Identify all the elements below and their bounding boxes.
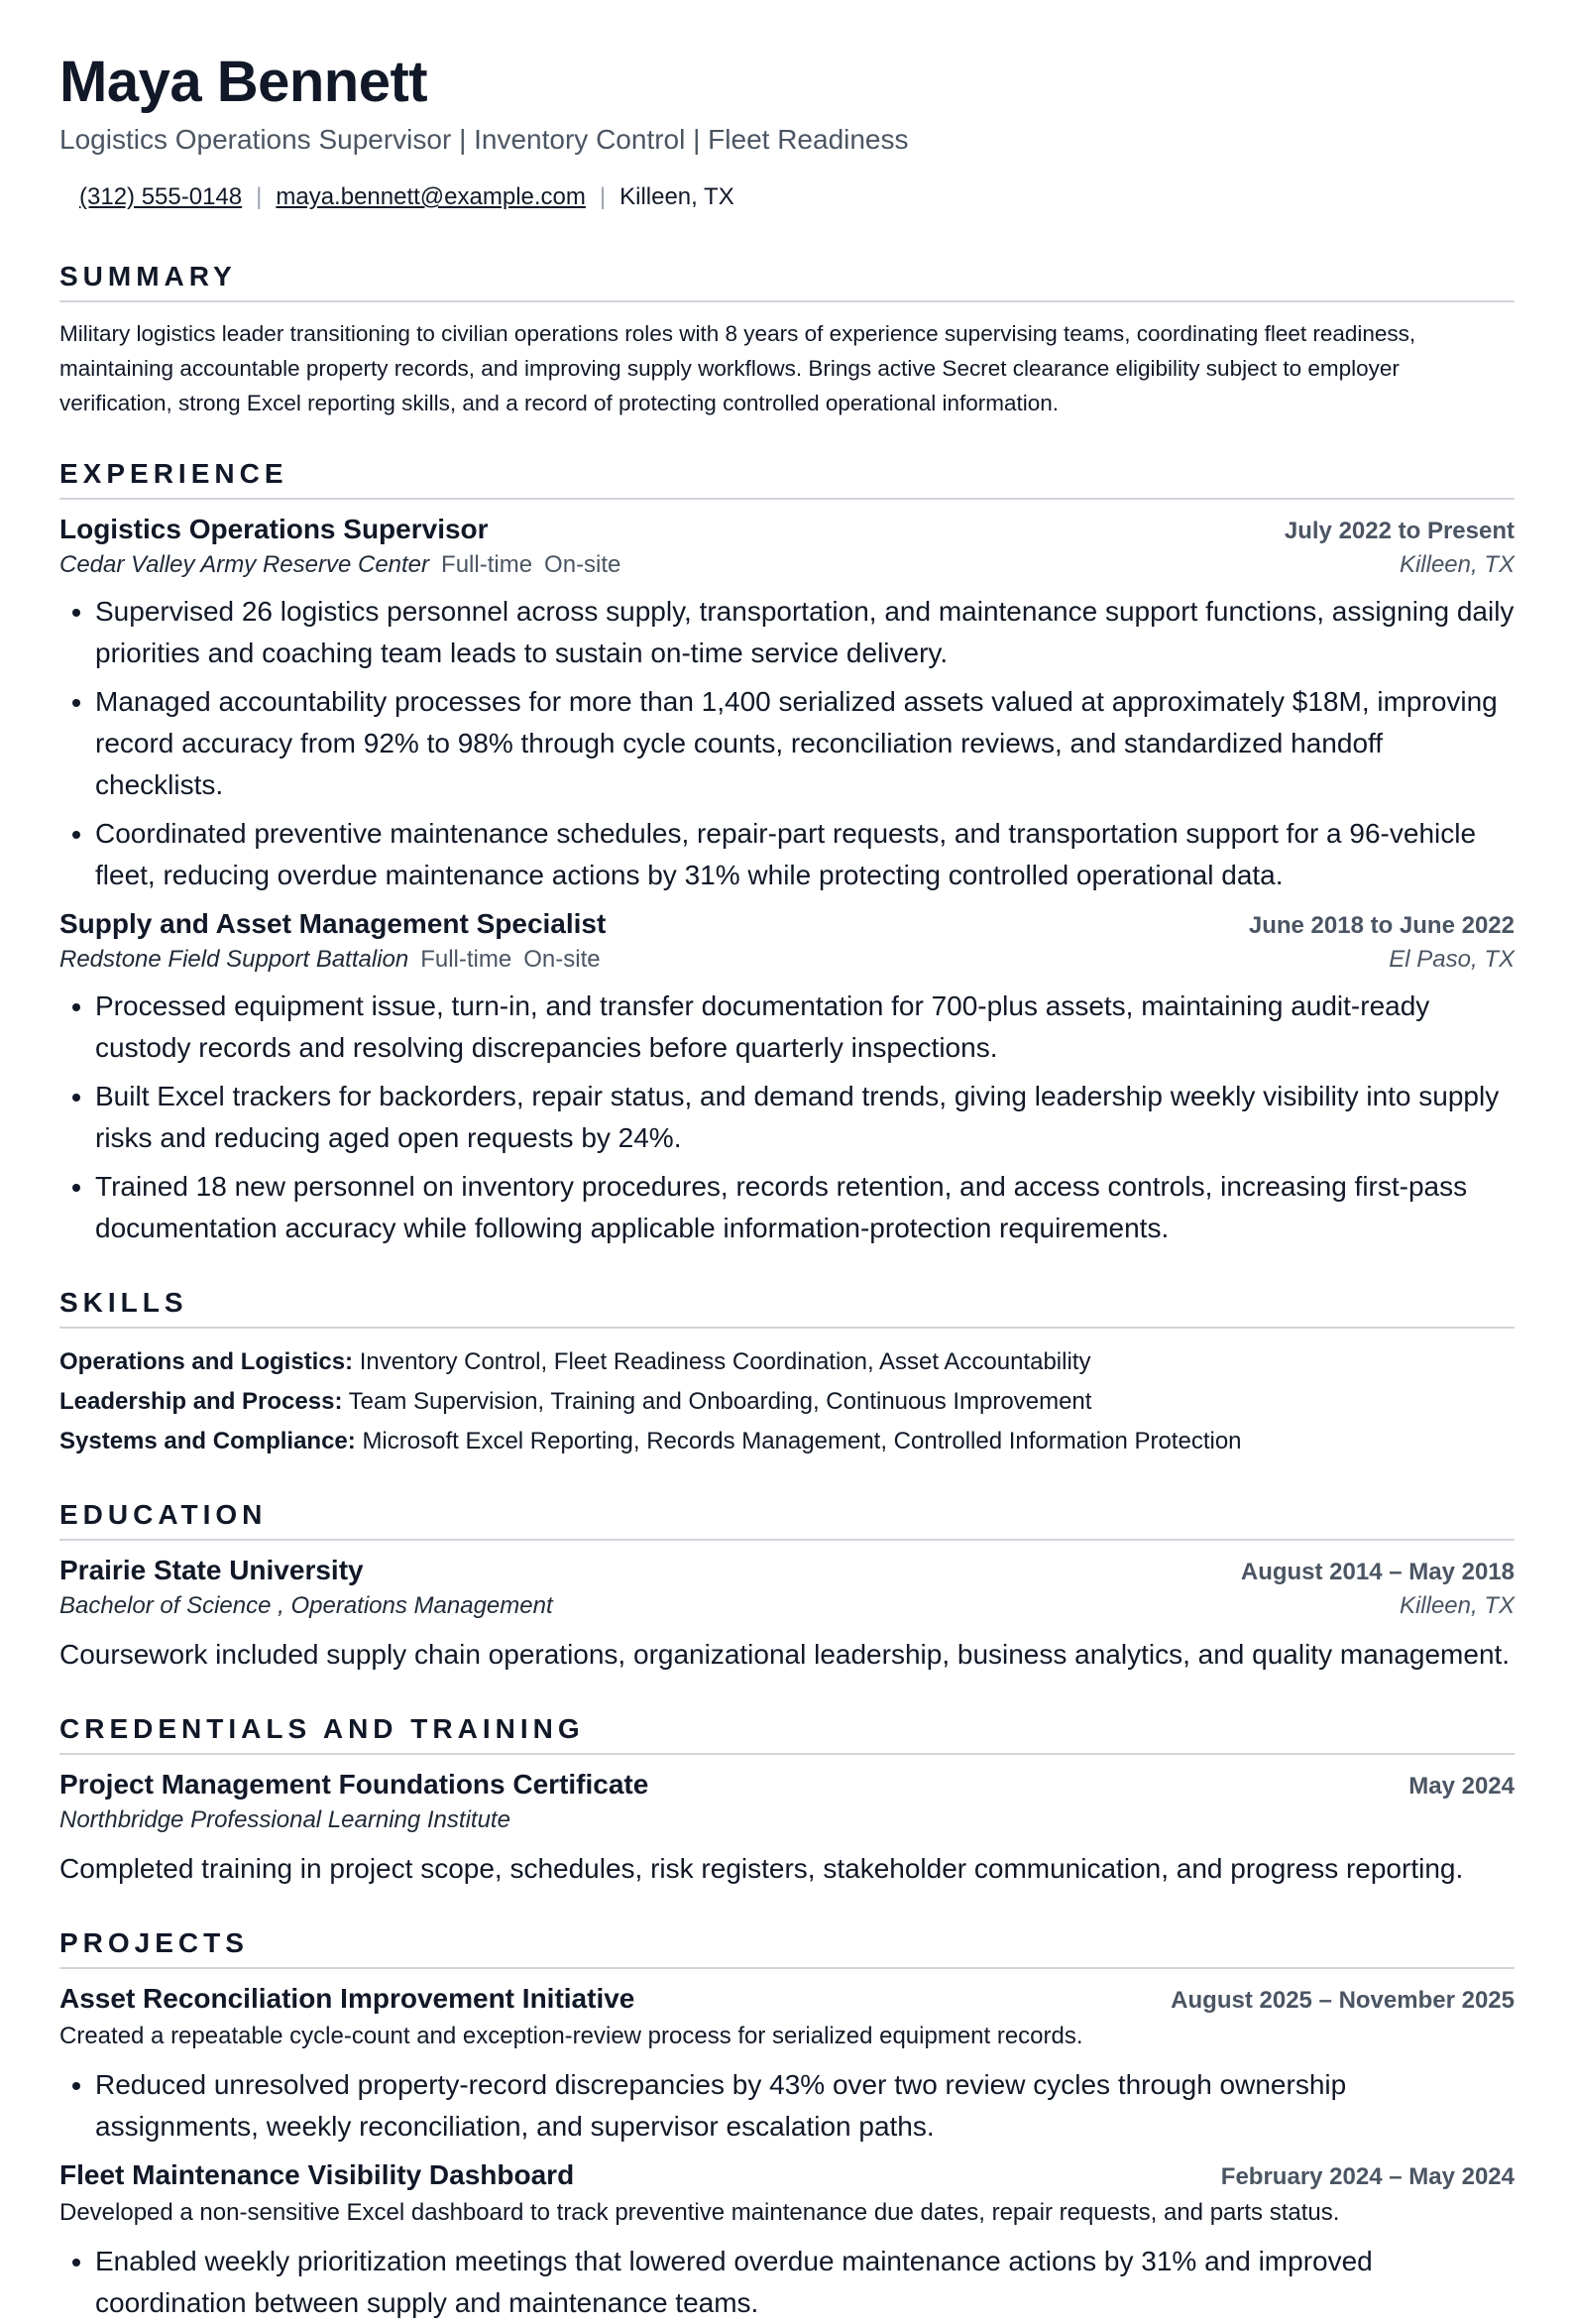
job-title: Supply and Asset Management Specialist [59,908,607,940]
education-location: Killeen, TX [1399,1592,1515,1620]
project-bullets [59,2064,1515,2148]
bullet-item: • Processed equipment issue, turn-in, and transfer documentation for 700-plus assets, maintaining audit-ready custody records and resolving discrepancies before quarterly inspections. [95,986,1515,1069]
summary-text: Military logistics leader transitioning to civilian operations roles with 8 years of experience supervising teams, coordinating fleet readiness, maintaining accountable property records, and improving supply workflows. Brings active Secret clearance eligibility subject to employer verification, strong Excel reporting skills, and a record of protecting controlled operational information. [59,321,1416,416]
education-entry [59,1555,1515,1676]
credential-date: May 2024 [1408,1773,1515,1801]
skills-row [59,1342,1515,1382]
location-text: Killeen, TX [619,183,734,211]
skills-list: Microsoft Excel Reporting, Records Management, Controlled Information Protection [362,1428,1242,1455]
project-title: Asset Reconciliation Improvement Initiative [59,1983,635,2015]
job-location: Killeen, TX [1399,551,1515,579]
section-title-summary: SUMMARY [59,261,1515,302]
contact-separator: | [256,183,263,211]
employer-name: Redstone Field Support Battalion [59,946,409,974]
bullet-item: • Built Excel trackers for backorders, repair status, and demand trends, giving leadership weekly visibility into supply risks and reducing aged open requests by 24%. [95,1076,1515,1159]
experience-entry [59,514,1515,896]
job-title: Logistics Operations Supervisor [59,514,489,545]
credential-issuer: Northbridge Professional Learning Institute [59,1806,510,1834]
education-date: August 2014 – May 2018 [1240,1559,1515,1586]
employment-type: Full-time [420,946,512,974]
job-bullets [59,986,1515,1249]
bullet-item: • Reduced unresolved property-record discrepancies by 43% over two review cycles through ownership assignments, weekly reconciliation, and supervisor escalation paths. [95,2064,1515,2148]
project-entry [59,1983,1515,2148]
school-name: Prairie State University [59,1555,364,1586]
experience-entry [59,908,1515,1249]
job-bullets [59,591,1515,896]
skills-category: Systems and Compliance: [59,1428,356,1455]
skills-list: Team Supervision, Training and Onboarding, Continuous Improvement [348,1388,1092,1416]
bullet-item: • Supervised 26 logistics personnel across supply, transportation, and maintenance support functions, assigning daily priorities and coaching team leads to sustain on-time service delivery. [95,591,1515,674]
bullet-item: • Trained 18 new personnel on inventory procedures, records retention, and access controls, increasing first-pass documentation accuracy while following applicable information-protection requirements. [95,1166,1515,1249]
project-entry [59,2159,1515,2324]
skills-list: Inventory Control, Fleet Readiness Coordination, Asset Accountability [359,1348,1091,1376]
contact-bar [79,183,1515,211]
bullet-item: • Coordinated preventive maintenance schedules, repair-part requests, and transportation support for a 96-vehicle fleet, reducing overdue maintenance actions by 31% while protecting controlled operational data. [95,813,1515,896]
contact-separator: | [599,183,607,211]
education-note: Coursework included supply chain operations, organizational leadership, business analytics, and quality management. [59,1639,1511,1671]
section-title-credentials: CREDENTIALS AND TRAINING [59,1713,1515,1755]
skills-row [59,1422,1515,1461]
skills-category: Operations and Logistics: [59,1348,354,1376]
job-date: July 2022 to Present [1284,518,1515,545]
project-date: February 2024 – May 2024 [1220,2163,1515,2191]
degree: Bachelor of Science , Operations Management [59,1592,553,1620]
email-link[interactable]: maya.bennett@example.com [276,183,586,211]
employer-name: Cedar Valley Army Reserve Center [59,551,430,579]
project-bullets [59,2241,1515,2324]
employment-type: Full-time [441,551,533,579]
section-title-projects: PROJECTS [59,1927,1515,1969]
credential-note: Completed training in project scope, schedules, risk registers, stakeholder communication, and progress reporting. [59,1853,1464,1885]
work-mode: On-site [544,551,621,579]
skills-row [59,1382,1515,1422]
job-location: El Paso, TX [1389,946,1515,974]
credential-title: Project Management Foundations Certificate [59,1769,649,1801]
credential-entry [59,1769,1515,1890]
project-date: August 2025 – November 2025 [1171,1987,1515,2015]
skills-category: Leadership and Process: [59,1388,343,1416]
candidate-name: Maya Bennett [59,50,428,114]
work-mode: On-site [523,946,601,974]
bullet-item: • Enabled weekly prioritization meetings that lowered overdue maintenance actions by 31% and improved coordination between supply and maintenance teams. [95,2241,1515,2324]
section-title-experience: EXPERIENCE [59,458,1515,500]
phone-link[interactable]: (312) 555-0148 [79,183,243,211]
bullet-item: • Managed accountability processes for more than 1,400 serialized assets valued at approximately $18M, improving record accuracy from 92% to 98% through cycle counts, reconciliation reviews, and standardized handoff checklists. [95,681,1515,806]
section-title-education: EDUCATION [59,1499,1515,1541]
headline: Logistics Operations Supervisor | Inventory Control | Fleet Readiness [59,123,909,155]
project-title: Fleet Maintenance Visibility Dashboard [59,2159,575,2191]
job-date: June 2018 to June 2022 [1248,912,1515,940]
project-description: Created a repeatable cycle-count and exception-review process for serialized equipment records. [59,2023,1083,2050]
section-title-skills: SKILLS [59,1287,1515,1329]
project-description: Developed a non-sensitive Excel dashboard to track preventive maintenance due dates, repair requests, and parts status. [59,2199,1340,2227]
